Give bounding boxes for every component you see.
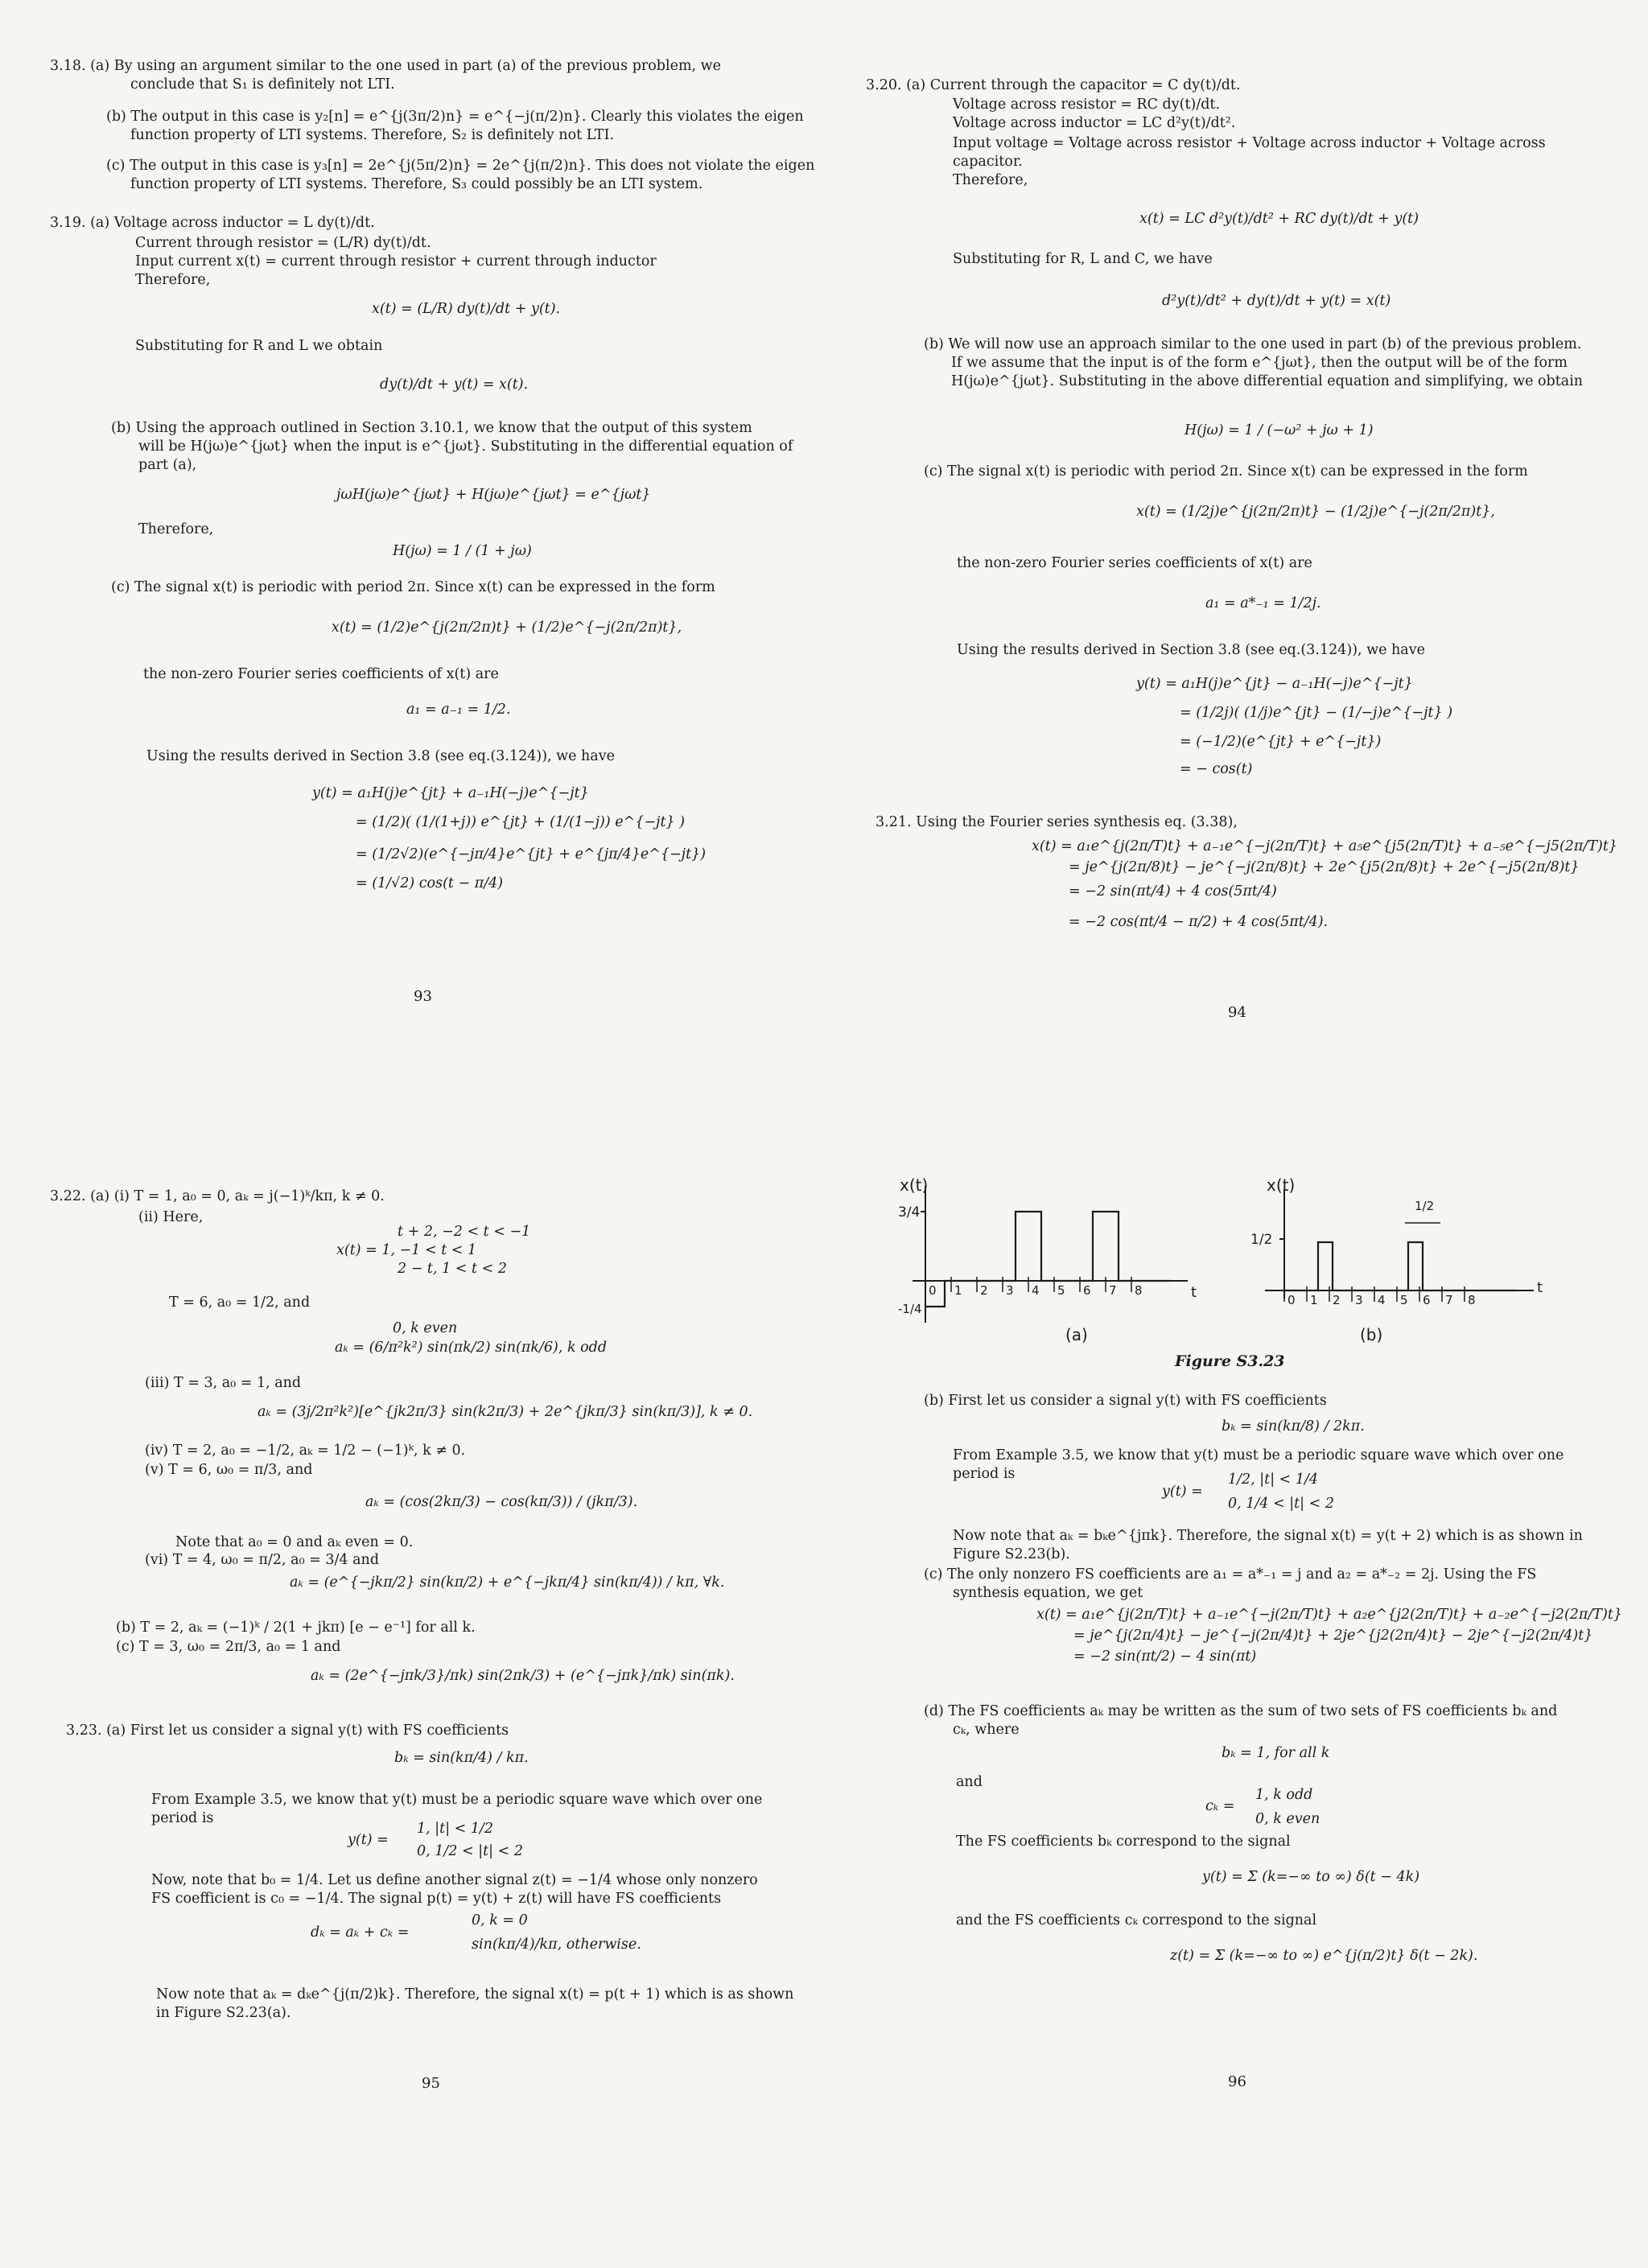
equation: x(t) = 1, −1 < t < 1 xyxy=(336,1242,477,1258)
text-line: (iii) T = 3, a₀ = 1, and xyxy=(145,1375,302,1391)
text-line: H(jω)e^{jωt}. Substituting in the above differential equation and simplifying, we obtain xyxy=(951,373,1584,389)
text-line: (b) We will now use an approach similar to the one used in part (b) of the previous problem. xyxy=(924,336,1582,352)
text-line: Input voltage = Voltage across resistor + Voltage across inductor + Voltage across xyxy=(953,135,1546,151)
text-line: 3.19. (a) Voltage across inductor = L dy(t)/dt. xyxy=(50,215,375,231)
tick-label: 5 xyxy=(1400,1293,1408,1307)
text-line: Current through resistor = (L/R) dy(t)/dt. xyxy=(135,235,431,251)
text-line: conclude that S₁ is definitely not LTI. xyxy=(130,76,395,93)
text-line: period is xyxy=(953,1466,1016,1482)
equation: = −2 cos(πt/4 − π/2) + 4 cos(5πt/4). xyxy=(1069,914,1329,930)
tick-label: 2 xyxy=(980,1283,988,1298)
equation: x(t) = (1/2j)e^{j(2π/2π)t} − (1/2j)e^{−j(2π/2π)t}, xyxy=(1136,504,1495,520)
equation: = − cos(t) xyxy=(1180,761,1253,777)
fig-b-top-label: 1/2 xyxy=(1250,1232,1273,1248)
text-line: 3.18. (a) By using an argument similar to the one used in part (a) of the previous problem, we xyxy=(50,58,722,74)
text-line: If we assume that the input is of the form e^{jωt}, then the output will be of the form xyxy=(951,355,1568,371)
text-line: FS coefficient is c₀ = −1/4. The signal p(t) = y(t) + z(t) will have FS coefficients xyxy=(151,1891,722,1907)
text-line: function property of LTI systems. Therefore, S₂ is definitely not LTI. xyxy=(130,127,615,143)
equation: dₖ = aₖ + cₖ = xyxy=(311,1924,410,1941)
fig-a-bot-label: -1/4 xyxy=(898,1302,922,1316)
text-line: (d) The FS coefficients aₖ may be written as the sum of two sets of FS coefficients bₖ and xyxy=(924,1703,1558,1719)
text-line: (c) The signal x(t) is periodic with period 2π. Since x(t) can be expressed in the form xyxy=(111,579,715,595)
fig-a-tlabel: t xyxy=(1191,1284,1197,1301)
equation: aₖ = (3j/2π²k²)[e^{jk2π/3} sin(k2π/3) + 2e^{jkπ/3} sin(kπ/3)], k ≠ 0. xyxy=(258,1404,753,1420)
page-number: 93 xyxy=(414,988,432,1005)
text-line: (c) The output in this case is y₃[n] = 2e^{j(5π/2)n} = 2e^{j(π/2)n}. This does not violate the eigen xyxy=(106,158,815,174)
equation: 0, 1/4 < |t| < 2 xyxy=(1228,1496,1334,1512)
text-line: will be H(jω)e^{jωt} when the input is e^{jωt}. Substituting in the differential equation of xyxy=(138,438,793,455)
tick-label: 3 xyxy=(1006,1283,1014,1298)
fig-a-waveform xyxy=(925,1212,1170,1307)
text-line: (c) The signal x(t) is periodic with period 2π. Since x(t) can be expressed in the form xyxy=(924,463,1528,480)
equation: x(t) = (L/R) dy(t)/dt + y(t). xyxy=(372,301,561,317)
equation: H(jω) = 1 / (−ω² + jω + 1) xyxy=(1184,422,1374,438)
fig-b-ylabel: x(t) xyxy=(1267,1175,1296,1195)
page-95 xyxy=(0,1134,824,2267)
text-line: Using the results derived in Section 3.8 (see eq.(3.124)), we have xyxy=(146,748,615,764)
equation: y(t) = a₁H(j)e^{jt} + a₋₁H(−j)e^{−jt} xyxy=(312,785,589,801)
tick-label: 4 xyxy=(1378,1293,1386,1307)
text-line: Therefore, xyxy=(953,172,1028,188)
text-line: Substituting for R and L we obtain xyxy=(135,338,383,354)
text-line: The FS coefficients bₖ correspond to the signal xyxy=(956,1834,1291,1850)
tick-label: 6 xyxy=(1423,1293,1431,1307)
text-line: 3.21. Using the Fourier series synthesis eq. (3.38), xyxy=(876,814,1238,830)
equation: y(t) = xyxy=(348,1832,389,1848)
equation: 2 − t, 1 < t < 2 xyxy=(398,1261,507,1277)
text-line: cₖ, where xyxy=(953,1722,1020,1738)
tick-label: 7 xyxy=(1445,1293,1453,1307)
equation: x(t) = a₁e^{j(2π/T)t} + a₋₁e^{−j(2π/T)t} + a₅e^{j5(2π/T)t} + a₋₅e^{−j5(2π/T)t} xyxy=(1032,838,1617,854)
equation: 1/2, |t| < 1/4 xyxy=(1228,1472,1319,1488)
equation: = je^{j(2π/4)t} − je^{−j(2π/4)t} + 2je^{j2(2π/4)t} − 2je^{−j2(2π/4)t} xyxy=(1073,1628,1593,1644)
page-93 xyxy=(0,0,824,1134)
equation: x(t) = a₁e^{j(2π/T)t} + a₋₁e^{−j(2π/T)t} + a₂e^{j2(2π/T)t} + a₋₂e^{−j2(2π/T)t} xyxy=(1036,1607,1622,1623)
text-line: Therefore, xyxy=(138,521,214,537)
equation: = (−1/2)(e^{jt} + e^{−jt}) xyxy=(1180,734,1382,750)
equation: a₁ = a₋₁ = 1/2. xyxy=(406,702,511,718)
equation: y(t) = a₁H(j)e^{jt} − a₋₁H(−j)e^{−jt} xyxy=(1136,676,1413,692)
equation: 0, 1/2 < |t| < 2 xyxy=(417,1843,523,1859)
tick-label: 8 xyxy=(1135,1283,1143,1298)
equation: t + 2, −2 < t < −1 xyxy=(398,1224,531,1240)
fig-b-width-label: 1/2 xyxy=(1415,1199,1435,1213)
equation: x(t) = LC d²y(t)/dt² + RC dy(t)/dt + y(t) xyxy=(1139,211,1419,227)
tick-label: 0 xyxy=(929,1283,937,1298)
tick-label: 3 xyxy=(1355,1293,1363,1307)
text-line: (b) Using the approach outlined in Section 3.10.1, we know that the output of this system xyxy=(111,420,752,436)
tick-label: 2 xyxy=(1333,1293,1341,1307)
text-line: Voltage across resistor = RC dy(t)/dt. xyxy=(953,97,1221,113)
figure-a xyxy=(896,1170,1218,1347)
text-line: Now, note that b₀ = 1/4. Let us define another signal z(t) = −1/4 whose only nonzero xyxy=(151,1872,758,1888)
text-line: the non-zero Fourier series coefficients of x(t) are xyxy=(957,555,1312,571)
equation: = −2 sin(πt/2) − 4 sin(πt) xyxy=(1073,1649,1257,1665)
equation: d²y(t)/dt² + dy(t)/dt + y(t) = x(t) xyxy=(1162,293,1391,309)
fig-b-waveform xyxy=(1284,1242,1516,1290)
figure-b xyxy=(1218,1170,1556,1347)
text-line: 3.20. (a) Current through the capacitor = C dy(t)/dt. xyxy=(866,77,1241,93)
equation: 0, k even xyxy=(1255,1811,1320,1827)
text-line: function property of LTI systems. Therefore, S₃ could possibly be an LTI system. xyxy=(130,176,703,192)
text-line: capacitor. xyxy=(953,154,1023,170)
text-line: period is xyxy=(151,1810,214,1826)
tick-label: 8 xyxy=(1468,1293,1476,1307)
text-line: (c) The only nonzero FS coefficients are a₁ = a*₋₁ = j and a₂ = a*₋₂ = 2j. Using the FS xyxy=(924,1566,1537,1583)
equation: aₖ = (cos(2kπ/3) − cos(kπ/3)) / (jkπ/3). xyxy=(365,1494,638,1510)
equation: y(t) = xyxy=(1162,1484,1203,1500)
text-line: in Figure S2.23(a). xyxy=(156,2005,291,2021)
tick-label: 4 xyxy=(1032,1283,1040,1298)
equation: 1, k odd xyxy=(1255,1787,1313,1803)
text-line: Input current x(t) = current through resistor + current through inductor xyxy=(135,253,657,270)
tick-label: 1 xyxy=(1310,1293,1318,1307)
equation: bₖ = sin(kπ/8) / 2kπ. xyxy=(1222,1418,1365,1434)
text-line: the non-zero Fourier series coefficients of x(t) are xyxy=(143,666,499,682)
text-line: From Example 3.5, we know that y(t) must be a periodic square wave which over one xyxy=(151,1792,763,1808)
text-line: synthesis equation, we get xyxy=(953,1585,1143,1601)
equation: = je^{j(2π/8)t} − je^{−j(2π/8)t} + 2e^{j5(2π/8)t} + 2e^{−j5(2π/8)t} xyxy=(1069,859,1580,875)
equation: z(t) = Σ (k=−∞ to ∞) e^{j(π/2)t} δ(t − 2k). xyxy=(1170,1948,1478,1964)
fig-a-top-label: 3/4 xyxy=(898,1204,921,1220)
text-line: Using the results derived in Section 3.8 (see eq.(3.124)), we have xyxy=(957,642,1425,658)
text-line: (v) T = 6, ω₀ = π/3, and xyxy=(145,1462,313,1478)
page-number: 95 xyxy=(422,2075,440,2092)
text-line: Figure S2.23(b). xyxy=(953,1546,1070,1562)
equation: = (1/2)( (1/(1+j)) e^{jt} + (1/(1−j)) e^{−jt} ) xyxy=(356,814,686,830)
page-number: 96 xyxy=(1228,2073,1246,2090)
text-line: Now note that aₖ = dₖe^{j(π/2)k}. Therefore, the signal x(t) = p(t + 1) which is as shown xyxy=(156,1986,794,2003)
equation: bₖ = 1, for all k xyxy=(1222,1745,1330,1761)
tick-label: 6 xyxy=(1083,1283,1091,1298)
text-line: and xyxy=(956,1774,983,1790)
equation: cₖ = xyxy=(1205,1798,1235,1814)
tick-label: 1 xyxy=(954,1283,962,1298)
text-line: (b) T = 2, aₖ = (−1)ᵏ / 2(1 + jkπ) [e − e⁻¹] for all k. xyxy=(116,1620,476,1636)
equation: aₖ = (e^{−jkπ/2} sin(kπ/2) + e^{−jkπ/4} sin(kπ/4)) / kπ, ∀k. xyxy=(290,1574,725,1591)
equation: = (1/√2) cos(t − π/4) xyxy=(356,875,504,891)
equation: 1, |t| < 1/2 xyxy=(417,1821,494,1837)
text-line: 3.23. (a) First let us consider a signal y(t) with FS coefficients xyxy=(66,1723,509,1739)
page-number: 94 xyxy=(1228,1004,1246,1021)
text-line: Substituting for R, L and C, we have xyxy=(953,251,1213,267)
equation: = (1/2√2)(e^{−jπ/4}e^{jt} + e^{jπ/4}e^{−jt}) xyxy=(356,846,707,862)
fig-a-ylabel: x(t) xyxy=(900,1175,929,1195)
equation: bₖ = sin(kπ/4) / kπ. xyxy=(394,1750,529,1766)
text-line: Now note that aₖ = bₖe^{jπk}. Therefore, the signal x(t) = y(t + 2) which is as shown in xyxy=(953,1528,1583,1544)
page-96 xyxy=(824,1134,1648,2267)
text-line: (b) First let us consider a signal y(t) with FS coefficients xyxy=(924,1393,1327,1409)
page-94 xyxy=(824,0,1648,1134)
equation: 0, k = 0 xyxy=(472,1912,528,1928)
text-line: Therefore, xyxy=(135,272,211,288)
equation: = (1/2j)( (1/j)e^{jt} − (1/−j)e^{−jt} ) xyxy=(1180,705,1453,721)
equation: x(t) = (1/2)e^{j(2π/2π)t} + (1/2)e^{−j(2π/2π)t}, xyxy=(332,619,682,636)
equation: 0, k even xyxy=(393,1320,458,1336)
text-line: Voltage across inductor = LC d²y(t)/dt². xyxy=(953,115,1236,131)
text-line: (ii) Here, xyxy=(138,1209,204,1225)
equation: aₖ = (6/π²k²) sin(πk/2) sin(πk/6), k odd xyxy=(335,1340,608,1356)
text-line: (b) The output in this case is y₂[n] = e^{j(3π/2)n} = e^{−j(π/2)n}. Clearly this violates the eigen xyxy=(106,109,804,125)
equation: aₖ = (2e^{−jπk/3}/πk) sin(2πk/3) + (e^{−jπk}/πk) sin(πk). xyxy=(311,1668,735,1684)
equation: H(jω) = 1 / (1 + jω) xyxy=(393,543,532,559)
text-line: T = 6, a₀ = 1/2, and xyxy=(169,1295,311,1311)
text-line: (iv) T = 2, a₀ = −1/2, aₖ = 1/2 − (−1)ᵏ, k ≠ 0. xyxy=(145,1443,466,1459)
equation: y(t) = Σ (k=−∞ to ∞) δ(t − 4k) xyxy=(1202,1869,1420,1885)
tick-label: 7 xyxy=(1109,1283,1117,1298)
equation: sin(kπ/4)/kπ, otherwise. xyxy=(472,1937,641,1953)
figure-caption: Figure S3.23 xyxy=(1175,1352,1285,1370)
tick-label: 5 xyxy=(1057,1283,1065,1298)
fig-b-tlabel: t xyxy=(1537,1279,1543,1296)
equation: dy(t)/dt + y(t) = x(t). xyxy=(380,377,529,393)
text-line: (vi) T = 4, ω₀ = π/2, a₀ = 3/4 and xyxy=(145,1552,380,1568)
tick-label: 0 xyxy=(1288,1293,1296,1307)
equation: a₁ = a*₋₁ = 1/2j. xyxy=(1205,595,1321,611)
text-line: 3.22. (a) (i) T = 1, a₀ = 0, aₖ = j(−1)ᵏ/kπ, k ≠ 0. xyxy=(50,1188,385,1204)
text-line: From Example 3.5, we know that y(t) must be a periodic square wave which over one xyxy=(953,1447,1564,1463)
text-line: Note that a₀ = 0 and aₖ even = 0. xyxy=(175,1534,414,1550)
equation: jωH(jω)e^{jωt} + H(jω)e^{jωt} = e^{jωt} xyxy=(336,487,651,503)
fig-a-caption: (a) xyxy=(1065,1325,1088,1344)
text-line: (c) T = 3, ω₀ = 2π/3, a₀ = 1 and xyxy=(116,1639,341,1655)
text-line: and the FS coefficients cₖ correspond to the signal xyxy=(956,1912,1317,1928)
text-line: part (a), xyxy=(138,457,197,473)
fig-b-caption: (b) xyxy=(1360,1325,1383,1344)
equation: = −2 sin(πt/4) + 4 cos(5πt/4) xyxy=(1069,883,1277,899)
